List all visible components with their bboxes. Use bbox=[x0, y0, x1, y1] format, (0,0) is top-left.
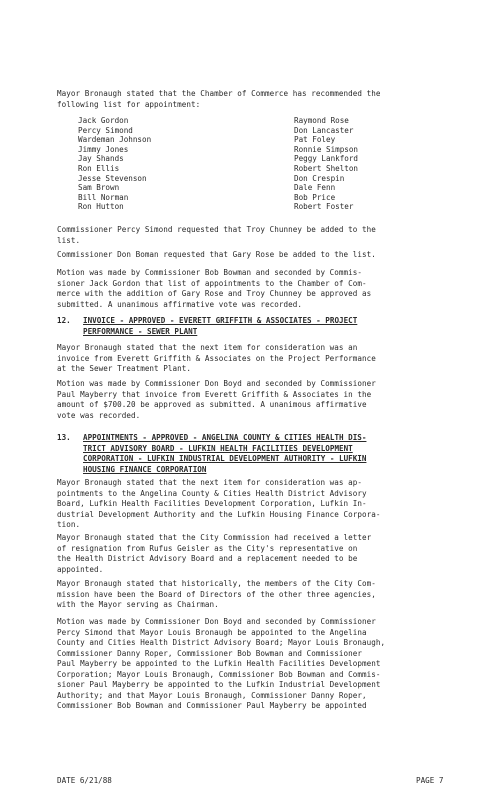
appointee-name: Robert Shelton bbox=[294, 163, 359, 173]
appointee-column-left bbox=[78, 116, 151, 212]
paragraph-griffith-invoice: Mayor Bronaugh stated that the next item for consideration was an invoice from Everett Griffith & Associates on the Project Performance at the Sewer Treatment Plant. bbox=[57, 343, 376, 373]
paragraph-troy-chunney: Commissioner Percy Simond requested that Troy Chunney be added to the list. bbox=[57, 225, 376, 245]
appointee-name: Ronnie Simpson bbox=[294, 144, 359, 154]
appointee-column-right bbox=[294, 116, 358, 212]
footer-page-number: PAGE 7 bbox=[416, 776, 444, 785]
paragraph-appointments-intro: Mayor Bronaugh stated that the next item for consideration was ap- pointments to the Angelina County & Cities Health District Advisory Board, Lufkin Health Facilities Development Corporation, Lufkin In- dustrial Development Authority and the Lufkin Housing Finance Corpora- tion. bbox=[57, 478, 381, 529]
appointee-name: Jack Gordon bbox=[78, 116, 129, 125]
item-heading: INVOICE - APPROVED - EVERETT GRIFFITH & ASSOCIATES - PROJECT PERFORMANCE - SEWER PLANT bbox=[83, 316, 358, 336]
appointee-name: Jay Shands bbox=[78, 154, 124, 164]
paragraph-gary-rose: Commissioner Don Boman requested that Gary Rose be added to the list. bbox=[57, 250, 376, 259]
paragraph-resignation: Mayor Bronaugh stated that the City Commission had received a letter of resignation from Rufus Geisler as the City's representative on the Health District Advisory Board and a replacement needed to be appointed. bbox=[57, 533, 372, 574]
appointee-name: Don Lancaster bbox=[294, 125, 354, 135]
item-number: 12. bbox=[57, 316, 71, 325]
agenda-item-12 bbox=[57, 316, 467, 338]
paragraph-chamber-motion: Motion was made by Commissioner Bob Bowman and seconded by Commis- sioner Jack Gordon that list of appointments to the Chamber of Com- merce with the addition of Gary Rose and Troy Chunney be approved as submitted. A unanimous affirmative vote was recorded. bbox=[57, 268, 372, 309]
agenda-item-13 bbox=[57, 433, 467, 477]
item-number: 13. bbox=[57, 433, 71, 442]
item-heading: APPOINTMENTS - APPROVED - ANGELINA COUNTY & CITIES HEALTH DIS- TRICT ADVISORY BOARD - LUFKIN HEALTH FACILITIES DEVELOPMENT CORPORATION - LUFKIN INDUSTRIAL DEVELOPMENT AUTHORITY - LUFKIN HOUSING FINANCE CORPORATION bbox=[83, 433, 367, 474]
appointee-name: Ron Ellis bbox=[78, 163, 120, 173]
paragraph-appointments-motion: Motion was made by Commissioner Don Boyd and seconded by Commissioner Percy Simond that Mayor Louis Bronaugh be appointed to the Angelina County and Cities Health District Advisory Board; Mayor Louis Bronaugh, Commissioner Danny Roper, Commissioner Bob Bowman and Commissioner Paul Mayberry be appointed to the Lufkin Health Facilities Development Corporation; Mayor Louis Bronaugh, Commissioner Bob Bowman and Commis- sioner Paul Mayberry be appointed to the Lufkin Industrial Development Authority; and that Mayor Louis Bronaugh, Commissioner Danny Roper, Commissioner Bob Bowman and Commissioner Paul Mayberry be appointed bbox=[57, 617, 386, 710]
appointee-name: Percy Simond bbox=[78, 125, 133, 135]
appointee-name: Don Crespin bbox=[294, 173, 345, 183]
appointee-name: Dale Fenn bbox=[294, 183, 336, 193]
appointee-name: Ron Hutton bbox=[78, 202, 124, 212]
paragraph-griffith-motion: Motion was made by Commissioner Don Boyd and seconded by Commissioner Paul Mayberry that invoice from Everett Griffith & Associates in the amount of $700.20 be approved as submitted. A unanimous affirmative vote was recorded. bbox=[57, 379, 376, 420]
appointee-name: Pat Foley bbox=[294, 135, 336, 145]
paragraph-board-history: Mayor Bronaugh stated that historically, the members of the City Com- mission have been the Board of Directors of the other three agencies, with the Mayor serving as Chairman. bbox=[57, 579, 376, 609]
intro-paragraph: Mayor Bronaugh stated that the Chamber of Commerce has recommended the following list for appointment: bbox=[57, 89, 381, 109]
appointee-name: Sam Brown bbox=[78, 183, 120, 193]
appointee-name: Raymond Rose bbox=[294, 116, 349, 125]
appointee-name: Peggy Lankford bbox=[294, 154, 359, 164]
appointee-name: Jesse Stevenson bbox=[78, 173, 147, 183]
appointee-name: Jimmy Jones bbox=[78, 144, 129, 154]
appointee-name: Robert Foster bbox=[294, 202, 354, 212]
appointee-name: Bill Norman bbox=[78, 192, 129, 202]
appointee-name: Bob Price bbox=[294, 192, 336, 202]
footer-date: DATE 6/21/88 bbox=[57, 776, 112, 785]
appointee-name: Wardeman Johnson bbox=[78, 135, 152, 145]
